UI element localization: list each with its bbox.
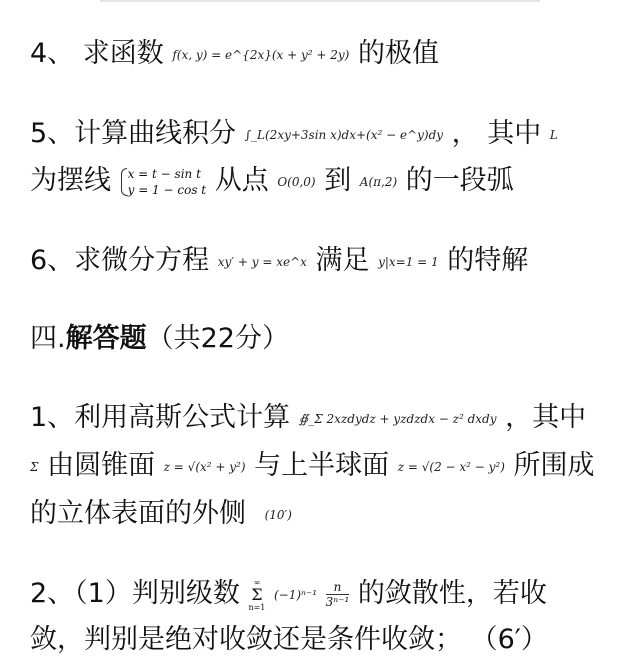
q2-line-1 [30, 577, 630, 612]
q1-label: 1、利用高斯公式计算 [30, 402, 291, 433]
q1-line-3 [30, 497, 630, 532]
q1-line-2 [30, 449, 630, 484]
problem-6-label: 6、求微分方程 [30, 245, 210, 276]
sum-lower-limit: n=1 [248, 602, 266, 612]
point-a: A(π,2) [359, 174, 398, 189]
from-text: 从点 [214, 165, 269, 196]
cycloid-y-eq: y = 1 − cos t [127, 182, 207, 197]
q2-text: 的敛散性，若收 [357, 578, 547, 609]
cone-text: 由圆锥面 [47, 450, 156, 481]
section-number: 四. [30, 323, 66, 354]
problem-4-text: 的极值 [357, 38, 439, 69]
problem-6-end-text: 的特解 [447, 245, 529, 276]
sum-sign: Σ [251, 584, 263, 604]
q1-formula: ∯_Σ 2xzdydz + yzdzdx − z² dxdy [298, 411, 497, 426]
problem-5-line-1 [30, 117, 630, 152]
outer-surface-text: 的立体表面的外侧 [30, 498, 246, 529]
problem-4-label: 4、 求函数 [30, 38, 164, 69]
q1-score: (10′) [264, 507, 292, 522]
q2-text-2: 敛，判别是绝对收敛还是条件收敛； [30, 624, 462, 655]
fraction-denominator: 3ⁿ⁻¹ [325, 595, 350, 609]
q2-score: （6′） [470, 624, 548, 655]
section-title: 解答题 [65, 323, 147, 354]
hemisphere-formula: z = √(2 − x² − y²) [397, 459, 505, 474]
sum-upper-limit: ∞ [253, 577, 261, 587]
series-fraction [326, 580, 350, 609]
arc-text: 的一段弧 [405, 165, 514, 196]
hemisphere-text: 与上半球面 [254, 450, 390, 481]
q2-line-2 [30, 623, 630, 657]
cone-formula: z = √(x² + y²) [163, 459, 246, 474]
problem-6-formula: xy′ + y = xe^x [217, 254, 307, 269]
q2-label: 2、（1）判别级数 [30, 578, 240, 609]
problem-6 [30, 244, 630, 279]
curve-symbol: L [549, 127, 558, 142]
top-divider [100, 0, 540, 2]
enclosed-text: 所围成 [513, 450, 595, 481]
initial-condition: y|x=1 = 1 [378, 254, 439, 269]
section-heading [30, 322, 630, 356]
cycloid-x-eq: x = t − sin t [127, 166, 201, 181]
series-sum [248, 578, 265, 612]
problem-5-formula: ∫_L(2xy+3sin x)dx+(x² − e^y)dy [244, 127, 444, 142]
q1-line-1 [30, 401, 630, 436]
problem-6-text: 满足 [315, 245, 370, 276]
fraction-numerator: n [326, 580, 350, 595]
problem-4 [30, 37, 630, 72]
problem-5-text: ， 其中 [451, 118, 542, 149]
series-sign-term: (−1)ⁿ⁻¹ [274, 587, 318, 602]
to-text: 到 [324, 165, 352, 196]
problem-4-formula: f(x, y) = e^{2x}(x + y² + 2y) [172, 47, 350, 62]
point-o: O(0,0) [277, 174, 316, 189]
sigma-symbol: Σ [30, 459, 39, 474]
problem-5-line-2 [30, 164, 630, 199]
problem-5-label: 5、计算曲线积分 [30, 118, 237, 149]
cycloid-system [120, 166, 207, 198]
q1-text: ，其中 [505, 402, 587, 433]
section-points: （共22分） [146, 323, 289, 354]
cycloid-text: 为摆线 [30, 165, 111, 196]
